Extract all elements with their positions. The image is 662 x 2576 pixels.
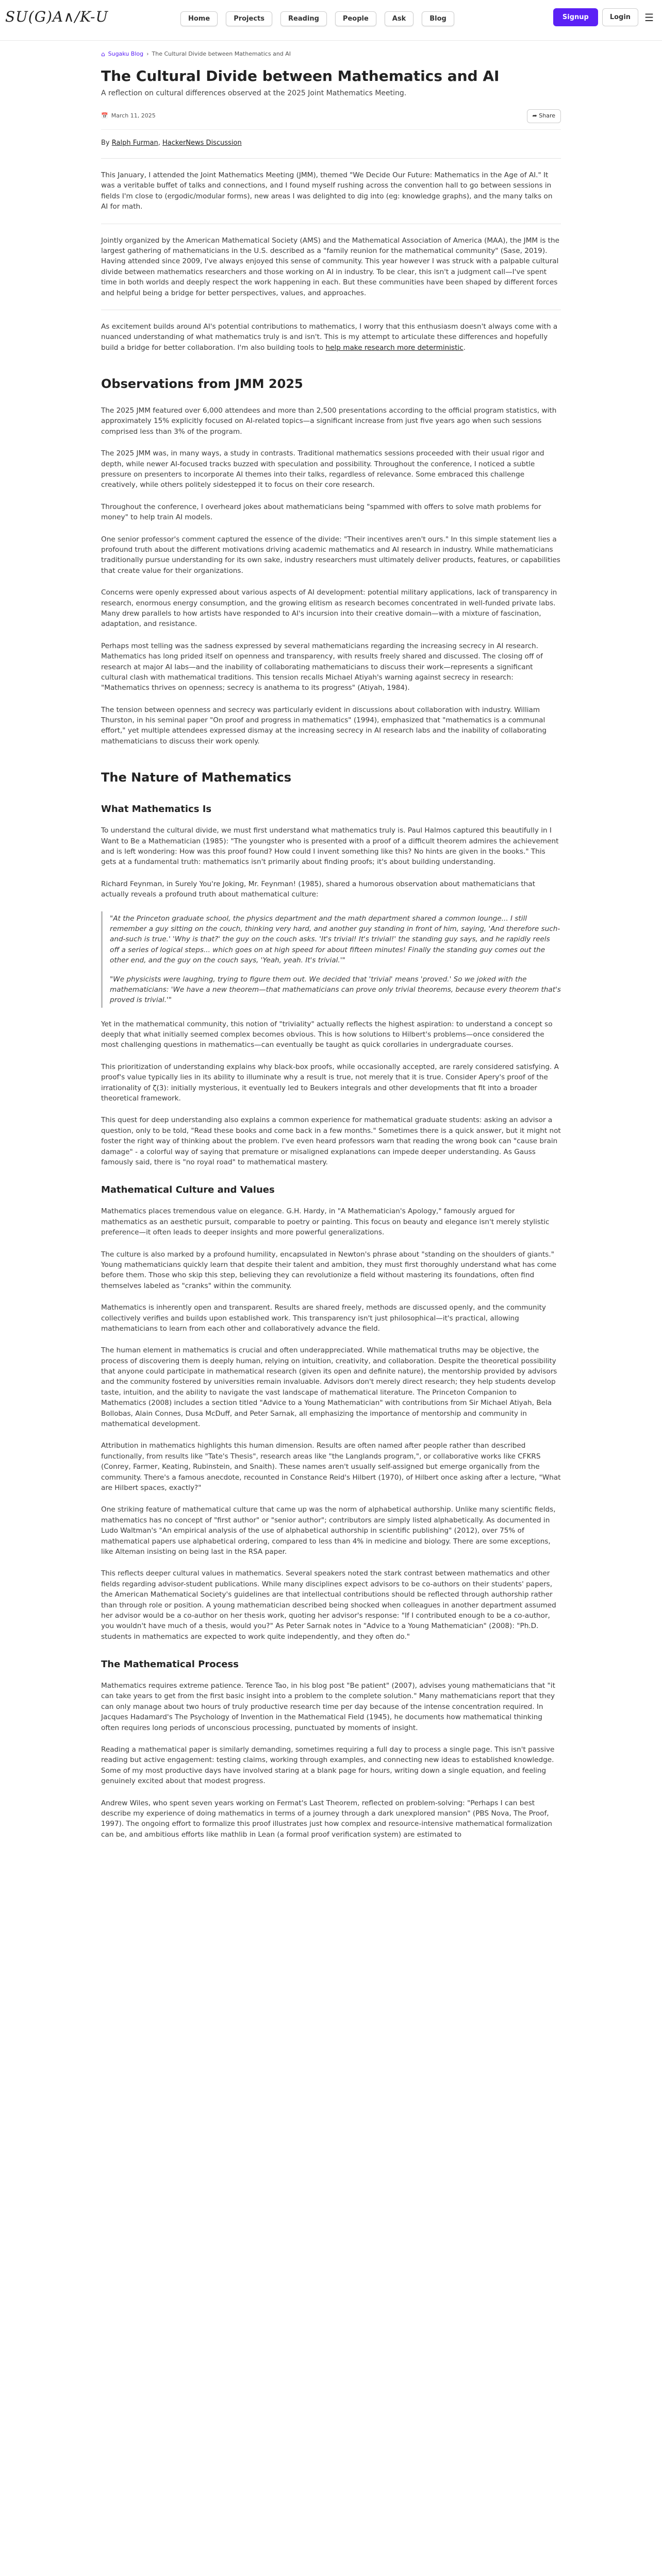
discussion-link[interactable]: HackerNews Discussion — [162, 139, 242, 147]
calendar-icon: 📅 — [101, 112, 108, 119]
intro-paragraph-3 — [101, 321, 561, 353]
what-paragraph: Richard Feynman, in Surely You're Joking, Mr. Feynman! (1985), shared a humorous observation about mathematicians that actually reveals a profound truth about mathematical culture: — [101, 879, 535, 899]
publish-date-text: March 11, 2025 — [111, 112, 156, 119]
share-icon: ➦ — [532, 112, 537, 119]
deterministic-research-link[interactable]: help make research more deterministic — [325, 343, 464, 352]
share-button[interactable] — [527, 109, 561, 123]
culture-paragraph: Mathematics is inherently open and transparent. Results are shared freely, methods are discussed openly, and the community collectively verifies and builds upon established work. This transparency isn't just philosophical—it's practical, allowing mathematicians to learn from each other and collaboratively advance the field. — [101, 1303, 546, 1333]
what-paragraph: This prioritization of understanding explains why black-box proofs, while occasionally accepted, are rarely considered satisfying. A proof's value typically lies in its ability to illuminate why a result is true, not merely that it is true. Consider Apery's proof of the irrationality of ζ(3): initially mysterious, it eventually led to Beukers integrals and other developments that fit into a broader theoretical framework. — [101, 1062, 559, 1103]
observations-heading: Observations from JMM 2025 — [101, 377, 303, 392]
nav-blog-button[interactable]: Blog — [422, 11, 454, 26]
observation-paragraph: Throughout the conference, I overheard jokes about mathematicians being "spammed with offers to solve math problems for money" to help train AI models. — [101, 502, 541, 522]
breadcrumb-separator-icon: › — [146, 50, 149, 57]
share-label: Share — [539, 112, 555, 119]
nav-reading-button[interactable]: Reading — [280, 11, 327, 26]
main-nav — [180, 11, 454, 26]
observation-paragraph: The tension between openness and secrecy was particularly evident in discussions about collaboration with industry. William Thurston, in his seminal paper "On proof and progress in mathematics" (1994), emphasized that "mathematics is a communal effort," yet multiple attendees expressed dismay at the increasing secrecy in AI research labs and the inability of collaborating mathematicians to discuss their work openly. — [101, 705, 547, 745]
culture-paragraph: One striking feature of mathematical culture that came up was the norm of alphabetical authorship. Unlike many scientific fields, mathematics has no concept of "first author" or "senior author"; contributors are simply listed alphabetically. As documented in Ludo Waltman's "An empirical analysis of the use of alphabetical authorship in scientific publishing" (2012), over 75% of mathematical papers use alphabetical ordering, compared to less than 4% in medicine and biology. There are some exceptions, like Alteman insisting on being last in the RSA paper. — [101, 1505, 556, 1556]
culture-paragraph: The culture is also marked by a profound humility, encapsulated in Newton's phrase about "standing on the shoulders of giants." Young mathematicians quickly learn that despite their talent and ambition, they must first thoroughly understand what has come before them. Those who skip this step, believing they can revolutionize a field without mastering its foundations, often find themselves labeled as "cranks" within the community. — [101, 1250, 557, 1290]
nav-ask-button[interactable]: Ask — [385, 11, 413, 26]
login-button[interactable]: Login — [602, 8, 638, 26]
page-title: The Cultural Divide between Mathematics and AI — [101, 67, 500, 84]
divider — [101, 158, 561, 159]
breadcrumb — [101, 49, 561, 59]
observation-paragraph: Concerns were openly expressed about various aspects of AI development: potential military applications, lack of transparency in research, enormous energy consumption, and the growing elitism as research becomes concentrated in well-funded private labs. Many drew parallels to how artists have responded to AI's incursion into their creative domain—with a mixture of fascination, adaptation, and resistance. — [101, 588, 557, 629]
breadcrumb-blog-link[interactable]: Sugaku Blog — [108, 50, 144, 57]
observation-paragraph: The 2025 JMM was, in many ways, a study in contrasts. Traditional mathematics sessions proceeded with their usual rigor and depth, while newer AI-focused tracks buzzed with speculation and possibility. Throughout the conference, I noticed a subtle pressure on presenters to incorporate AI themes into their talks, regardless of relevance. Some embraced this challenge creatively, while others politely sidestepped it to focus on their core research. — [101, 449, 544, 489]
signup-button[interactable]: Signup — [553, 8, 598, 26]
nav-people-button[interactable]: People — [335, 11, 376, 26]
article — [101, 49, 561, 1851]
culture-paragraph: The human element in mathematics is crucial and often underappreciated. While mathematical truths may be objective, the process of discovering them is deeply human, relying on intuition, creativity, and collaboration. Despite the theoretical possibility that anyone could participate in mathematical research (given its open and definite nature), the mentorship provided by advisors and the community fostered by universities remain invaluable. Advisors don't merely direct research; they help students develop taste, intuition, and the ability to navigate the vast landscape of mathematical literature. The Princeton Companion to Mathematics (2008) includes a section titled "Advice to a Young Mathematician" with contributions from Sir Michael Atiyah, Bela Bollobas, Alain Connes, Dusa McDuff, and Peter Sarnak, all emphasizing the importance of mentorship and community in mathematical development. — [101, 1346, 557, 1429]
author-link[interactable]: Ralph Furman — [111, 139, 158, 147]
home-icon: ⌂ — [101, 50, 105, 58]
site-logo[interactable]: SU(G)A∧/K-U — [5, 8, 109, 25]
intro-paragraph-2: Jointly organized by the American Mathematical Society (AMS) and the Mathematical Association of America (MAA), the JMM is the largest gathering of mathematicians in the U.S. described as a "family reunion for the mathematical community" (Sase, 2019). Having attended since 2009, I've always enjoyed this sense of community. This year however I was struck with a palpable cultural divide between mathematics researchers and those working on AI in industry. To be clear, this isn't a judgment call—I've spent time in both worlds and deeply respect the work happening in each. But these communities have been shaped by different forces and helpful being a bridge for better perspectives, values, and approaches. — [101, 236, 559, 297]
quote-paragraph: "We physicists were laughing, trying to figure them out. We decided that 'trivial' means 'proved.' So we joked with the mathematicians: 'We have a new theorem—that mathematicians can prove only trivial theorems, because every theorem that's proved is trivial.'" — [110, 975, 561, 1005]
observation-paragraph: One senior professor's comment captured the essence of the divide: "Their incentives aren't ours." In this simple statement lies a profound truth about the different motivations driving academic mathematics and AI research in industry. While mathematicians traditionally pursue understanding for its own sake, industry researchers must ultimately deliver products, features, or capabilities that create value for their organizations. — [101, 535, 560, 575]
observation-paragraph: The 2025 JMM featured over 6,000 attendees and more than 2,500 presentations according to the official program statistics, with approximately 15% explicitly focused on AI-related topics—a significant increase from just five years ago when such sessions comprised less than 3% of the program. — [101, 406, 557, 436]
culture-heading: Mathematical Culture and Values — [101, 1184, 275, 1196]
intro-paragraph-3-text: As excitement builds around AI's potential contributions to mathematics, I worry that this enthusiasm doesn't always come with a nuanced understanding of what mathematics truly is and isn't. This is my attempt to articulate these differences and hopefully build a bridge for better collaboration. I'm also building tools to — [101, 322, 558, 352]
process-paragraph: Mathematics requires extreme patience. Terence Tao, in his blog post "Be patient" (2007), advises young mathematicians that "it can take years to get from the first basic insight into a problem to the complete solution." Many mathematicians report that they can only manage about two hours of truly productive research time per day because of the intense concentration required. In Jacques Hadamard's The Psychology of Invention in the Mathematical Field (1945), he documents how mathematical thinking often requires long periods of unconscious processing, punctuated by moments of insight. — [101, 1682, 555, 1732]
top-navigation-bar — [0, 0, 662, 41]
what-paragraph: Yet in the mathematical community, this notion of "triviality" actually reflects the highest aspiration: to understand a concept so deeply that what initially seemed complex becomes obvious. This is how solutions to Hilbert's problems—once considered the most challenging questions in mathematics—can eventually be taught as quick corollaries in undergraduate courses. — [101, 1020, 553, 1049]
intro-paragraph-3-end: . — [463, 343, 466, 352]
what-paragraph: To understand the cultural divide, we must first understand what mathematics truly is. Paul Halmos captured this beautifully in I Want to Be a Mathematician (1985): "The youngster who is presented with a proof of a difficult theorem admires the achievement and is left wondering: How was this proof found? How could I invent something like this? No hints are given in the books." This gets at a fundamental truth: mathematics isn't primarily about finding proofs; it's about building understanding. — [101, 826, 559, 867]
process-paragraph: Reading a mathematical paper is similarly demanding, sometimes requiring a full day to process a single page. This isn't passive reading but active engagement: testing claims, working through examples, and connecting new ideas to established knowledge. Some of my most productive days have involved staring at a blank page for hours, writing down a single equation, and feeling genuinely excited about that modest progress. — [101, 1745, 555, 1786]
culture-paragraph: Attribution in mathematics highlights this human dimension. Results are often named after people rather than described functionally, from results like "Tate's Thesis", research areas like "the Langlands program,", or collaborative works like CFKRS (Conrey, Farmer, Keating, Rubinstein, and Snaith). These names aren't usually self-assigned but emerge organically from the community. There's a famous anecdote, recounted in Constance Reid's Hilbert (1970), of Hilbert once asking after a lecture, "What are Hilbert spaces, exactly?" — [101, 1442, 561, 1492]
article-meta — [101, 109, 561, 130]
feynman-quote — [101, 911, 561, 1008]
quote-paragraph: "At the Princeton graduate school, the physics department and the math department shared a common lounge... I still remember a guy sitting on the couch, thinking very hard, and another guy standing in front of him, saying, 'And therefore such-and-such is true.' 'Why is that?' the guy on the couch asks. 'It's trivial! It's trivial!' the standing guy says, and he rapidly reels off a series of logical steps... which goes on at high speed for about fifteen minutes! Finally the standing guy comes out the other end, and the guy on the couch says, 'Yeah, yeah. It's trivial.'" — [110, 914, 560, 965]
nav-projects-button[interactable]: Projects — [226, 11, 272, 26]
account-actions — [553, 8, 656, 26]
nature-heading: The Nature of Mathematics — [101, 770, 292, 785]
intro-paragraph-1: This January, I attended the Joint Mathematics Meeting (JMM), themed "We Decide Our Future: Mathematics in the Age of AI." It was a veritable buffet of talks and connections, and I found myself rushing across the convention hall to go between sessions in fields I'm close to (ergodic/modular forms), new areas I was delighted to dig into (eg: knowledge graphs), and the many talks on AI for math. — [101, 171, 553, 211]
byline-separator: , — [158, 139, 160, 147]
publish-date — [101, 112, 156, 121]
process-heading: The Mathematical Process — [101, 1659, 239, 1670]
byline-prefix: By — [101, 139, 110, 147]
byline — [101, 138, 561, 148]
process-paragraph: Andrew Wiles, who spent seven years working on Fermat's Last Theorem, reflected on problem-solving: "Perhaps I can best describe my experience of doing mathematics in terms of a journey through a dark unexplored mansion" (PBS Nova, The Proof, 1997). The ongoing effort to formalize this proof illustrates just how complex and resource-intensive mathematical formalization can be, and ambitious efforts like mathlib in Lean (a formal proof verification system) are estimated to — [101, 1799, 553, 1839]
culture-paragraph: This reflects deeper cultural values in mathematics. Several speakers noted the stark contrast between mathematics and other fields regarding advisor-student publications. While many disciplines expect advisors to be co-authors on their students' papers, the American Mathematical Society's guidelines are that intellectual contributions should be reflected through authorship rather than through role or position. A young mathematician described being shocked when colleagues in another department assumed her advisor would be a co-author on her thesis work, quoting her advisor's response: "If I contributed enough to be a co-author, you wouldn't have much of a thesis, would you?" As Peter Sarnak notes in "Advice to a Young Mathematician" (2008): "Ph.D. students in mathematics are expected to work quite independently, and they often do." — [101, 1569, 556, 1641]
page-subtitle: A reflection on cultural differences observed at the 2025 Joint Mathematics Meeting. — [101, 89, 407, 97]
culture-paragraph: Mathematics places tremendous value on elegance. G.H. Hardy, in "A Mathematician's Apology," famously argued for mathematics as an aesthetic pursuit, comparable to poetry or painting. This focus on beauty and elegance isn't merely stylistic preference—it often leads to deeper insights and more powerful generalizations. — [101, 1207, 550, 1237]
what-paragraph: This quest for deep understanding also explains a common experience for mathematical graduate students: asking an advisor a question, only to be told, "Read these books and come back in a few months." Sometimes there is a quick answer, but it might not foster the right way of thinking about the problem. I've even heard professors warn that reading the wrong book can "cause brain damage" - a colorful way of saying that premature or misaligned explanations can impede deeper understanding. As Gauss famously said, there is "no royal road" to mathematical mastery. — [101, 1116, 561, 1166]
nav-home-button[interactable]: Home — [180, 11, 218, 26]
hamburger-icon[interactable]: ☰ — [644, 11, 654, 24]
what-mathematics-is-heading: What Mathematics Is — [101, 804, 212, 815]
observation-paragraph: Perhaps most telling was the sadness expressed by several mathematicians regarding the increasing secrecy in AI research. Mathematics has long prided itself on openness and transparency, with results freely shared and discussed. The closing off of research at major AI labs—and the inability of collaborating mathematicians to discuss their work—represents a significant cultural clash with mathematical traditions. This tension recalls Michael Atiyah's warning against secrecy in research: "Mathematics thrives on openness; secrecy is anathema to its progress" (Atiyah, 1984). — [101, 641, 543, 692]
breadcrumb-current: The Cultural Divide between Mathematics and AI — [152, 50, 291, 57]
